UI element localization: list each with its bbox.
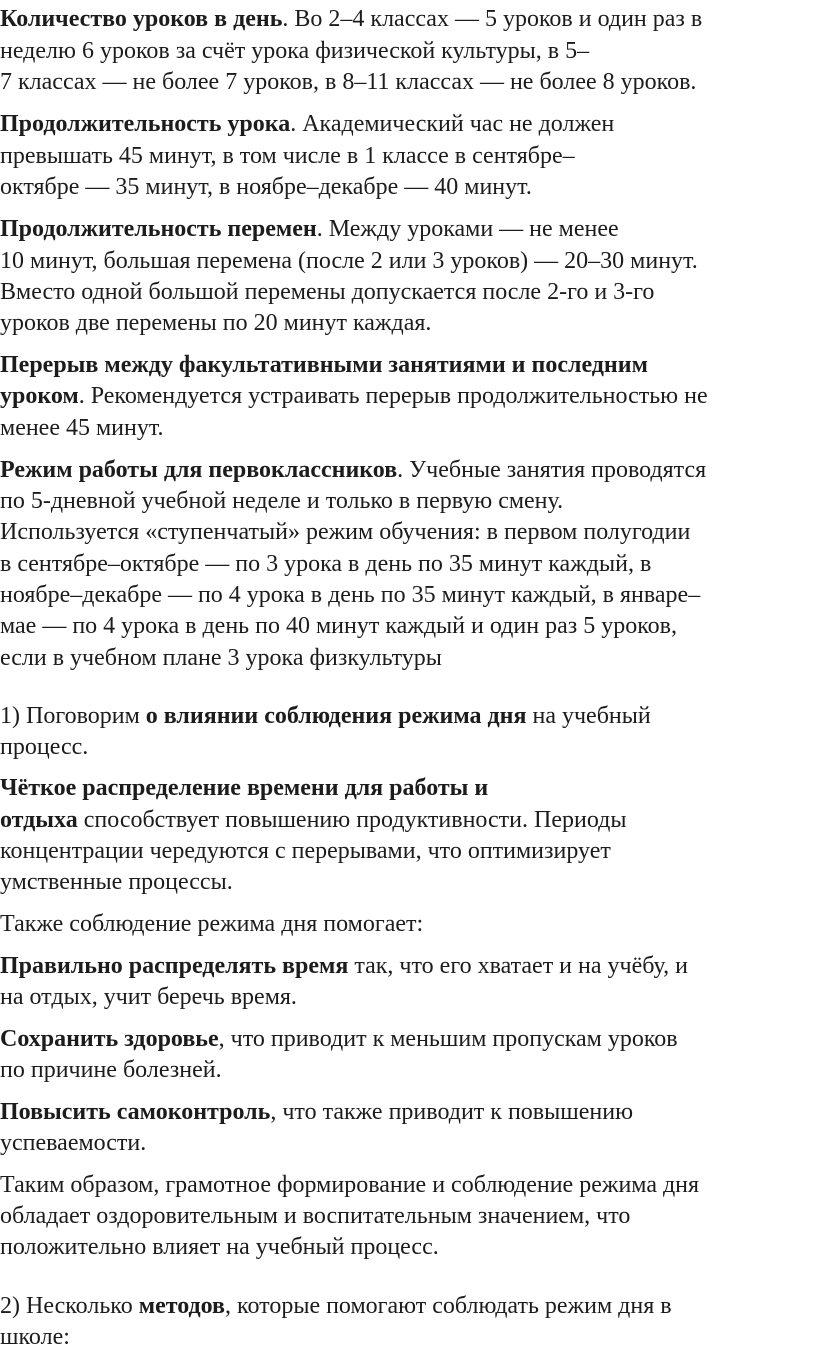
text-run: 1) Поговорим	[0, 703, 146, 729]
text-line	[0, 643, 442, 674]
text-line	[0, 350, 648, 381]
text-run: способствует повышению продуктивности. Периоды	[77, 807, 627, 833]
bold-text: Продолжительность урока	[0, 111, 291, 137]
text-run: школе:	[0, 1324, 70, 1350]
text-line	[0, 67, 696, 98]
text-line	[0, 701, 651, 732]
bold-text: Правильно распределять время	[0, 953, 349, 979]
text-run: процесс.	[0, 734, 89, 760]
bold-text: Режим работы для первоклассников	[0, 457, 398, 483]
text-line	[0, 732, 88, 763]
text-line	[0, 214, 619, 245]
text-run: ноябре–декабре — по 4 урока в день по 35 минут каждый, в январе–	[0, 582, 701, 608]
text-run: октябре — 35 минут, в ноябре–декабре — 40 минут.	[0, 174, 532, 200]
text-run: в сентябре–октябре — по 3 урока в день по 35 минут каждый, в	[0, 551, 652, 577]
text-run: 10 минут, большая перемена (после 2 или 3 уроков) — 20–30 минут.	[0, 248, 698, 274]
text-run: по 5-дневной учебной неделе и только в первую смену.	[0, 488, 564, 514]
text-line	[0, 836, 611, 867]
text-line	[0, 549, 651, 580]
text-run: так, что его хватает и на учёбу, и	[348, 953, 688, 979]
text-run: на учебный	[526, 703, 651, 729]
bold-text: Продолжительность перемен	[0, 216, 317, 242]
text-run: , которые помогают соблюдать режим дня в	[225, 1293, 672, 1319]
text-run: Также соблюдение режима дня помогает:	[0, 911, 424, 937]
text-run: , что приводит к меньшим пропускам уроков	[218, 1026, 678, 1052]
text-run: обладает оздоровительным и воспитательным значением, что	[0, 1203, 631, 1229]
text-run: 7 классах — не более 7 уроков, в 8–11 классах — не более 8 уроков.	[0, 69, 697, 95]
text-line	[0, 773, 488, 804]
text-line	[0, 1055, 222, 1086]
text-run: . Между уроками — не менее	[316, 216, 619, 242]
bold-text: Перерыв между факультативными занятиями и последним	[0, 352, 648, 378]
text-line	[0, 246, 698, 277]
bold-text: Повысить самоконтроль	[0, 1099, 271, 1125]
text-line	[0, 381, 708, 412]
text-line	[0, 413, 164, 444]
text-run: Используется «ступенчатый» режим обучения: в первом полугодии	[0, 519, 691, 545]
bold-text: Сохранить здоровье	[0, 1026, 219, 1052]
text-run: менее 45 минут.	[0, 415, 164, 441]
text-line	[0, 1201, 630, 1232]
bold-text: методов	[138, 1293, 226, 1319]
text-line	[0, 909, 423, 940]
text-line	[0, 805, 626, 836]
text-line	[0, 1128, 146, 1159]
text-run: положительно влияет на учебный процесс.	[0, 1234, 439, 1260]
text-line	[0, 867, 233, 898]
text-line	[0, 1291, 672, 1322]
text-line	[0, 308, 431, 339]
text-line	[0, 486, 563, 517]
text-run: успеваемости.	[0, 1130, 147, 1156]
text-line	[0, 517, 690, 548]
text-run: мае — по 4 урока в день по 40 минут каждый и один раз 5 уроков,	[0, 613, 677, 639]
text-line	[0, 141, 575, 172]
text-run: уроков две перемены по 20 минут каждая.	[0, 310, 432, 336]
text-run: неделю 6 уроков за счёт урока физической культуры, в 5–	[0, 38, 590, 64]
text-line	[0, 951, 688, 982]
text-line	[0, 1322, 70, 1353]
text-run: Вместо одной большой перемены допускается после 2-го и 3-го	[0, 279, 655, 305]
text-line	[0, 1024, 678, 1055]
text-line	[0, 455, 706, 486]
text-line	[0, 172, 532, 203]
bold-text: отдыха	[0, 807, 78, 833]
text-line	[0, 36, 589, 67]
text-line	[0, 4, 702, 35]
text-run: по причине болезней.	[0, 1057, 222, 1083]
text-run: концентрации чередуются с перерывами, что оптимизирует	[0, 838, 611, 864]
text-line	[0, 277, 654, 308]
text-line	[0, 1097, 633, 1128]
text-run: умственные процессы.	[0, 869, 233, 895]
text-line	[0, 982, 297, 1013]
text-run: превышать 45 минут, в том числе в 1 классе в сентябре–	[0, 143, 575, 169]
bold-text: Количество уроков в день	[0, 6, 283, 32]
text-run: . Учебные занятия проводятся	[397, 457, 707, 483]
text-run: на отдых, учит беречь время.	[0, 984, 297, 1010]
text-line	[0, 1232, 439, 1263]
text-run: , что также приводит к повышению	[270, 1099, 633, 1125]
text-run: . Академический час не должен	[290, 111, 615, 137]
text-run: 2) Несколько	[0, 1293, 139, 1319]
bold-text: Чёткое распределение времени для работы и	[0, 775, 489, 801]
text-line	[0, 611, 677, 642]
text-run: . Во 2–4 классах — 5 уроков и один раз в	[282, 6, 703, 32]
bold-text: уроком	[0, 383, 79, 409]
text-line	[0, 580, 700, 611]
text-line	[0, 1170, 699, 1201]
text-run: . Рекомендуется устраивать перерыв продолжительностью не	[78, 383, 708, 409]
text-run: Таким образом, грамотное формирование и соблюдение режима дня	[0, 1172, 700, 1198]
text-line	[0, 109, 614, 140]
text-run: если в учебном плане 3 урока физкультуры	[0, 645, 442, 671]
bold-text: о влиянии соблюдения режима дня	[145, 703, 527, 729]
